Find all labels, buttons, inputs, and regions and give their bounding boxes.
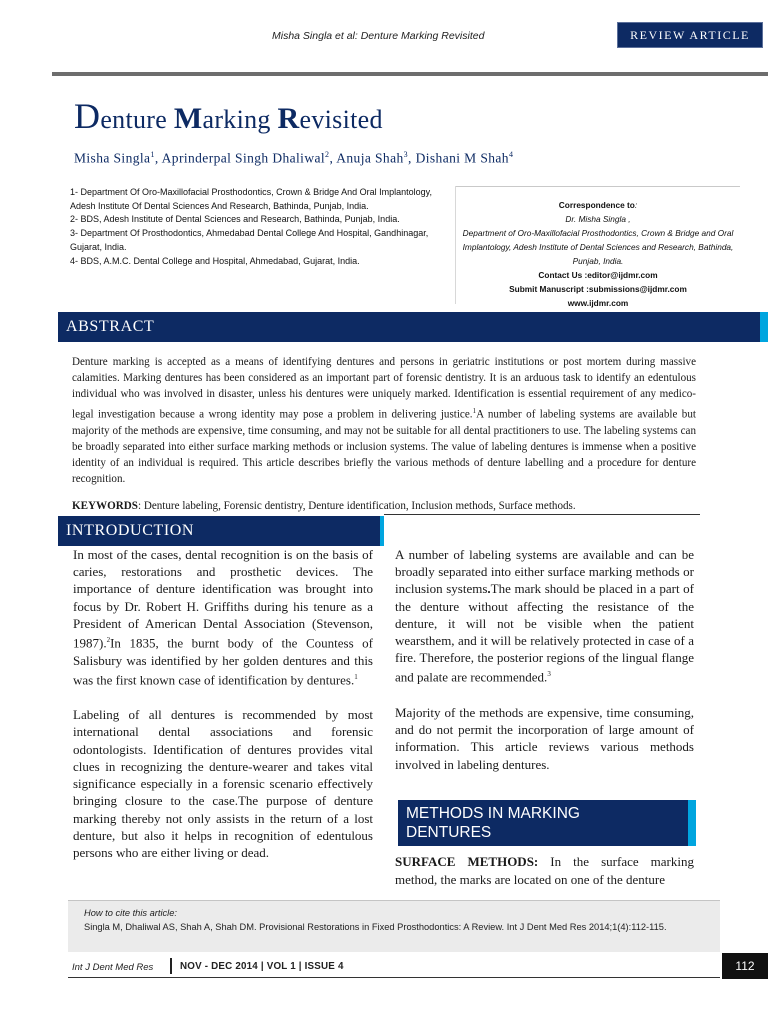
- author-name: Misha Singla: [74, 150, 151, 166]
- abstract-text-part-2: A number of labeling systems are available but majority of the methods are expensive, time consuming, and may not be suitable for all dental practitioners to use. The labeling systems can be broadly separated into either surface marking methods or inclusion systems. The value of labeling dentures is immense when a positive identity of an individual is required. This article describes briefly the various methods of denture labelling and a procedure for denture recognition.: [72, 408, 696, 486]
- intro-text: The mark should be placed in a part of the denture without affecting the resistance of the denture, it will not be visible when the patient wearsthem, and it will be relatively protected in case of a fire. Therefore, the posterior regions of the lingual flange and palate are recommended.: [395, 581, 694, 685]
- reference-marker: 2: [106, 636, 111, 645]
- title-word-1: enture: [100, 105, 174, 134]
- author-affil-number: 3: [403, 150, 409, 159]
- correspondence-label: Correspondence to: [558, 200, 635, 210]
- article-title: [74, 95, 383, 137]
- title-word-2: arking: [202, 105, 278, 134]
- methods-heading: METHODS IN MARKING DENTURES: [406, 805, 580, 841]
- surface-methods-paragraph: [395, 853, 694, 889]
- introduction-bar-accent: [380, 516, 384, 546]
- abstract-text-part-1: Denture marking is accepted as a means of identifying dentures and persons in geriatric institutions or post mortem during massive calamities. Marking dentures has been considered as an important part of forensic dentistry. It is an arduous task to identify an edentulous individual who was involved in disaster, unless his dentures were uniquely marked. Identification is essential requirement of any medico- legal investigation because a wrong identity may pose a problem in delivering justice.: [72, 356, 696, 421]
- correspondence-name: Dr. Misha Singla ,: [565, 214, 631, 224]
- footer-issue-info: NOV - DEC 2014 | VOL 1 | ISSUE 4: [180, 961, 344, 972]
- reference-marker: 1: [472, 406, 477, 415]
- submission-email-link[interactable]: Submit Manuscript :submissions@ijdmr.com: [509, 284, 687, 294]
- page-number: 112: [722, 953, 768, 979]
- affiliation-item: 4- BDS, A.M.C. Dental College and Hospital, Ahmedabad, Gujarat, India.: [70, 255, 360, 266]
- intro-text: In 1835, the burnt body of the Countess of Salisbury was identified by her golden dentures and this was the first known case of identification by dentures.: [73, 635, 373, 688]
- author-name: Anuja Shah: [336, 150, 404, 166]
- author-separator: ,: [408, 150, 416, 166]
- intro-paragraph-3: [395, 546, 694, 686]
- intro-text-bold-period: .: [487, 581, 491, 597]
- introduction-heading-bar: [58, 516, 380, 546]
- author-name: Aprinderpal Singh Dhaliwal: [161, 150, 326, 166]
- header-rule: [52, 72, 768, 76]
- affiliation-item: 1- Department Of Oro-Maxillofacial Prosthodontics, Crown & Bridge And Oral Implantology, Adesh Institute Of Dental Sciences And Research, Bathinda, Punjab, India.: [70, 187, 432, 211]
- abstract-bar-accent: [760, 312, 768, 342]
- author-name: Dishani M Shah: [415, 150, 509, 166]
- correspondence-label-colon: :: [634, 200, 638, 210]
- reference-marker: 3: [547, 670, 551, 679]
- author-affil-number: 4: [508, 150, 514, 159]
- journal-website-link[interactable]: www.ijdmr.com: [567, 298, 629, 308]
- author-separator: ,: [329, 150, 337, 166]
- keywords-line: [72, 499, 696, 513]
- section-rule: [384, 514, 700, 515]
- abstract-body: [72, 354, 696, 487]
- surface-methods-text: In the surface marking method, the marks are located on one of the denture: [395, 854, 695, 887]
- correspondence-address: Department of Oro-Maxillofacial Prosthodontics, Crown & Bridge and Oral Implantology, Adesh Institute of Dental Sciences and Research, Bathinda, Punjab, India.: [462, 228, 734, 266]
- author-affil-number: 1: [150, 150, 155, 159]
- reference-marker: 1: [354, 672, 358, 681]
- methods-heading-bar: [398, 800, 688, 846]
- author-list: [74, 150, 513, 167]
- keywords-list: : Denture labeling, Forensic dentistry, Denture identification, Inclusion methods, Surface methods.: [137, 500, 576, 512]
- affiliation-item: 2- BDS, Adesh Institute of Dental Sciences and Research, Bathinda, Punjab, India.: [70, 214, 400, 225]
- review-article-badge: REVIEW ARTICLE: [617, 22, 763, 48]
- citation-box: [68, 900, 720, 952]
- intro-paragraph-2: Labeling of all dentures is recommended by most international dental associations and forensic odontologists. Identification of dentures provides vital clues in recognizing the denture-wearer and takes vital significance especially in a forensic scenario effectively bringing closure to the case.The purpose of denture marking thereby not only assists in the return of a lost denture, but also it helps in recognition of edentulous persons who are either living or dead.: [73, 707, 373, 860]
- methods-bar-accent: [688, 800, 696, 846]
- surface-methods-label: SURFACE METHODS:: [395, 854, 539, 869]
- correspondence-block: [456, 198, 740, 310]
- title-initial-m: M: [173, 102, 203, 135]
- intro-text: A number of labeling systems are available and can be broadly separated into either surface marking methods or inclusion systems: [395, 547, 694, 597]
- affiliations: [70, 186, 450, 268]
- abstract-heading: ABSTRACT: [66, 318, 155, 335]
- title-word-3: evisited: [299, 105, 383, 134]
- author-affil-number: 2: [325, 150, 330, 159]
- title-initial-d: D: [74, 96, 101, 136]
- author-separator: ,: [154, 150, 162, 166]
- title-initial-r: R: [277, 102, 300, 135]
- intro-text: In most of the cases, dental recognition is on the basis of caries, restorations and prosthetic devices. The importance of denture identification was brought into focus by Dr. Robert H. Griffiths during his tenure as a President of American Dental Association (Stevenson, 1987).: [73, 547, 373, 651]
- intro-paragraph-4: Majority of the methods are expensive, time consuming, and do not permit the incorporation of large amount of information. This article reviews various methods involved in labeling dentures.: [395, 704, 694, 772]
- footer-divider: [170, 958, 172, 974]
- footer-rule: [68, 977, 720, 978]
- introduction-heading: INTRODUCTION: [66, 522, 195, 539]
- footer-journal-name: Int J Dent Med Res: [72, 962, 154, 973]
- affiliation-item: 3- Department Of Prosthodontics, Ahmedabad Dental College And Hospital, Gandhinagar, Gujarat, India.: [70, 228, 429, 252]
- citation-text: Singla M, Dhaliwal AS, Shah A, Shah DM. Provisional Restorations in Fixed Prosthodontics: A Review. Int J Dent Med Res 2014;1(4):112-115.: [84, 922, 667, 932]
- right-column: [395, 546, 694, 773]
- correspondence-top-rule: [456, 186, 740, 187]
- citation-label: How to cite this article:: [84, 908, 178, 918]
- left-column: [73, 546, 373, 861]
- abstract-heading-bar: [58, 312, 760, 342]
- contact-email-link[interactable]: Contact Us :editor@ijdmr.com: [538, 270, 658, 280]
- running-author-line: Misha Singla et al: Denture Marking Revisited: [272, 30, 485, 42]
- keywords-label: KEYWORDS: [72, 500, 138, 512]
- intro-paragraph-1: [73, 546, 373, 688]
